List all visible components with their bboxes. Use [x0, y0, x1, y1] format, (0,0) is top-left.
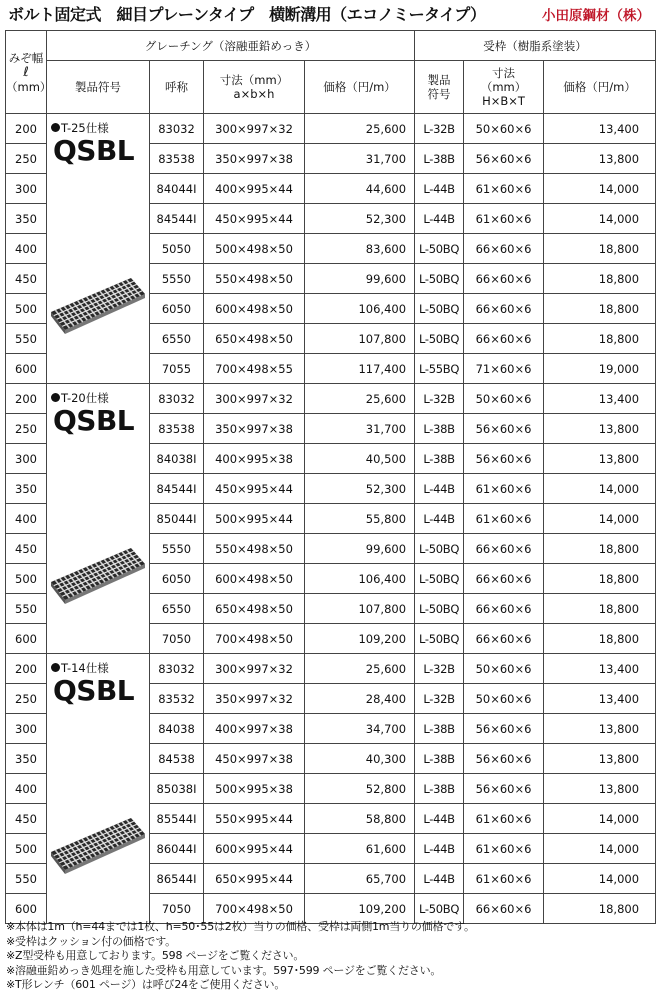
- dimension-cell: 400×995×38: [204, 444, 305, 474]
- frame-price-cell: 13,800: [544, 744, 656, 774]
- price-cell: 58,800: [305, 804, 415, 834]
- width-cell: 550: [6, 324, 47, 354]
- width-unit: （mm）: [6, 79, 52, 94]
- grating-image: [49, 274, 145, 337]
- product-cell: [47, 114, 150, 384]
- price-cell: 40,500: [305, 444, 415, 474]
- price-cell: 31,700: [305, 414, 415, 444]
- nominal-cell: 84544I: [150, 204, 204, 234]
- nominal-cell: 85038I: [150, 774, 204, 804]
- spec-text: T-25仕様: [61, 121, 109, 135]
- frame-dimension-cell: 66×60×6: [464, 534, 544, 564]
- width-cell: 200: [6, 114, 47, 144]
- width-cell: 500: [6, 564, 47, 594]
- frame-price-cell: 14,000: [544, 864, 656, 894]
- frame-price-header: 価格（円/m）: [544, 61, 656, 114]
- price-cell: 44,600: [305, 174, 415, 204]
- frame-price-cell: 18,800: [544, 324, 656, 354]
- frame-price-cell: 13,800: [544, 144, 656, 174]
- price-cell: 25,600: [305, 114, 415, 144]
- table-row: [6, 654, 656, 684]
- width-cell: 450: [6, 534, 47, 564]
- footnote: ※T形レンチ（601 ページ）は呼び24をご使用ください。: [6, 978, 286, 991]
- nominal-cell: 83032: [150, 384, 204, 414]
- nominal-cell: 83538: [150, 144, 204, 174]
- frame-price-cell: 14,000: [544, 204, 656, 234]
- nominal-cell: 85044I: [150, 504, 204, 534]
- dimension-cell: 700×498×50: [204, 624, 305, 654]
- frame-price-cell: 13,400: [544, 684, 656, 714]
- dimension-cell: 450×995×44: [204, 204, 305, 234]
- width-cell: 250: [6, 684, 47, 714]
- frame-price-cell: 18,800: [544, 894, 656, 924]
- price-table: [5, 30, 656, 924]
- width-cell: 600: [6, 894, 47, 924]
- frame-price-cell: 14,000: [544, 804, 656, 834]
- width-cell: 550: [6, 594, 47, 624]
- frame-price-cell: 18,800: [544, 264, 656, 294]
- dimension-cell: 350×997×38: [204, 414, 305, 444]
- width-cell: 600: [6, 354, 47, 384]
- bullet-icon: [51, 393, 60, 402]
- width-cell: 350: [6, 744, 47, 774]
- frame-code-label-1: 製品: [427, 73, 451, 87]
- nominal-cell: 84038: [150, 714, 204, 744]
- frame-price-cell: 18,800: [544, 234, 656, 264]
- nominal-cell: 5050: [150, 234, 204, 264]
- table-row: [6, 114, 656, 144]
- width-cell: 500: [6, 294, 47, 324]
- frame-price-cell: 18,800: [544, 534, 656, 564]
- width-header: [6, 31, 52, 114]
- nominal-cell: 83032: [150, 654, 204, 684]
- price-cell: 99,600: [305, 264, 415, 294]
- frame-code-cell: L-38B: [415, 444, 464, 474]
- table-body: [6, 114, 656, 924]
- price-cell: 25,600: [305, 654, 415, 684]
- frame-dimension-label-2: （mm）: [480, 80, 527, 94]
- price-header: 価格（円/m）: [305, 61, 415, 114]
- footnotes: [6, 920, 656, 993]
- price-cell: 34,700: [305, 714, 415, 744]
- dimension-cell: 650×995×44: [204, 864, 305, 894]
- frame-dimension-label-3: H×B×T: [482, 94, 525, 108]
- nominal-header: 呼称: [150, 61, 204, 114]
- frame-code-cell: L-38B: [415, 744, 464, 774]
- frame-code-cell: L-38B: [415, 144, 464, 174]
- frame-dimension-cell: 66×60×6: [464, 894, 544, 924]
- width-cell: 400: [6, 774, 47, 804]
- frame-code-cell: L-50BQ: [415, 624, 464, 654]
- nominal-cell: 7050: [150, 624, 204, 654]
- bullet-icon: [51, 663, 60, 672]
- dimension-cell: 550×995×44: [204, 804, 305, 834]
- price-cell: 117,400: [305, 354, 415, 384]
- frame-dimension-cell: 56×60×6: [464, 714, 544, 744]
- price-cell: 52,300: [305, 474, 415, 504]
- width-cell: 500: [6, 834, 47, 864]
- nominal-cell: 7050: [150, 894, 204, 924]
- frame-dimension-cell: 56×60×6: [464, 774, 544, 804]
- footnote: ※受枠はクッション付の価格です。: [6, 934, 176, 948]
- frame-dimension-cell: 56×60×6: [464, 414, 544, 444]
- dimension-cell: 550×498×50: [204, 264, 305, 294]
- dimension-cell: 600×498×50: [204, 294, 305, 324]
- width-cell: 250: [6, 414, 47, 444]
- width-cell: 300: [6, 714, 47, 744]
- frame-code-cell: L-50BQ: [415, 294, 464, 324]
- nominal-cell: 85544I: [150, 804, 204, 834]
- frame-price-cell: 13,400: [544, 114, 656, 144]
- nominal-cell: 6050: [150, 564, 204, 594]
- frame-dimension-cell: 56×60×6: [464, 144, 544, 174]
- nominal-cell: 6550: [150, 594, 204, 624]
- grating-image: [49, 814, 145, 877]
- frame-price-cell: 13,800: [544, 774, 656, 804]
- product-name: QSBL: [53, 404, 135, 437]
- price-cell: 52,300: [305, 204, 415, 234]
- dimension-label: 寸法（mm）: [219, 73, 289, 87]
- frame-code-header: [415, 61, 464, 114]
- frame-price-cell: 14,000: [544, 474, 656, 504]
- width-cell: 300: [6, 444, 47, 474]
- dimension-cell: 450×997×38: [204, 744, 305, 774]
- frame-dimension-cell: 56×60×6: [464, 744, 544, 774]
- dimension-cell: 600×498×50: [204, 564, 305, 594]
- table-row: [6, 384, 656, 414]
- frame-code-cell: L-44B: [415, 834, 464, 864]
- dimension-cell: 550×498×50: [204, 534, 305, 564]
- frame-code-label-2: 符号: [427, 87, 451, 101]
- frame-price-cell: 18,800: [544, 594, 656, 624]
- frame-code-cell: L-32B: [415, 384, 464, 414]
- frame-dimension-cell: 61×60×6: [464, 804, 544, 834]
- width-cell: 300: [6, 174, 47, 204]
- dimension-cell: 650×498×50: [204, 324, 305, 354]
- dimension-cell: 400×995×44: [204, 174, 305, 204]
- frame-dimension-cell: 66×60×6: [464, 624, 544, 654]
- dimension-cell: 600×995×44: [204, 834, 305, 864]
- grating-image: [49, 544, 145, 607]
- frame-code-cell: L-38B: [415, 414, 464, 444]
- nominal-cell: 5550: [150, 264, 204, 294]
- width-cell: 350: [6, 204, 47, 234]
- frame-code-cell: L-38B: [415, 714, 464, 744]
- frame-price-cell: 18,800: [544, 564, 656, 594]
- frame-code-cell: L-44B: [415, 474, 464, 504]
- price-cell: 61,600: [305, 834, 415, 864]
- dimension-cell: 500×995×38: [204, 774, 305, 804]
- dimension-cell: 350×997×38: [204, 144, 305, 174]
- width-cell: 250: [6, 144, 47, 174]
- frame-price-cell: 14,000: [544, 834, 656, 864]
- nominal-cell: 84538: [150, 744, 204, 774]
- frame-dimension-cell: 61×60×6: [464, 474, 544, 504]
- frame-dimension-cell: 66×60×6: [464, 264, 544, 294]
- frame-dimension-cell: 50×60×6: [464, 654, 544, 684]
- price-cell: 107,800: [305, 324, 415, 354]
- dimension-sub: a×b×h: [233, 87, 275, 101]
- frame-code-cell: L-44B: [415, 204, 464, 234]
- price-cell: 55,800: [305, 504, 415, 534]
- frame-price-cell: 13,800: [544, 414, 656, 444]
- width-cell: 450: [6, 804, 47, 834]
- dimension-cell: 300×997×32: [204, 654, 305, 684]
- frame-code-cell: L-50BQ: [415, 564, 464, 594]
- frame-code-cell: L-50BQ: [415, 324, 464, 354]
- width-cell: 550: [6, 864, 47, 894]
- frame-dimension-cell: 61×60×6: [464, 864, 544, 894]
- page-title: ボルト固定式 細目プレーンタイプ 横断溝用（エコノミータイプ）: [8, 5, 486, 24]
- nominal-cell: 5550: [150, 534, 204, 564]
- frame-code-cell: L-32B: [415, 654, 464, 684]
- frame-code-cell: L-44B: [415, 804, 464, 834]
- nominal-cell: 7055: [150, 354, 204, 384]
- dimension-cell: 700×498×55: [204, 354, 305, 384]
- frame-dimension-cell: 50×60×6: [464, 684, 544, 714]
- frame-code-cell: L-50BQ: [415, 234, 464, 264]
- frame-code-cell: L-44B: [415, 174, 464, 204]
- width-cell: 200: [6, 384, 47, 414]
- frame-code-cell: L-32B: [415, 114, 464, 144]
- frame-code-cell: L-50BQ: [415, 534, 464, 564]
- frame-dimension-cell: 66×60×6: [464, 234, 544, 264]
- company-name: 小田原鋼材（株）: [542, 8, 650, 24]
- frame-dimension-cell: 50×60×6: [464, 114, 544, 144]
- price-cell: 109,200: [305, 894, 415, 924]
- frame-dimension-cell: 50×60×6: [464, 384, 544, 414]
- product-code-header: 製品符号: [47, 61, 150, 114]
- frame-code-cell: L-50BQ: [415, 264, 464, 294]
- dimension-cell: 700×498×50: [204, 894, 305, 924]
- price-cell: 40,300: [305, 744, 415, 774]
- frame-group-header: 受枠（樹脂系塗装）: [415, 31, 656, 61]
- nominal-cell: 6050: [150, 294, 204, 324]
- frame-dimension-cell: 61×60×6: [464, 504, 544, 534]
- price-cell: 25,600: [305, 384, 415, 414]
- bullet-icon: [51, 123, 60, 132]
- footnote: ※本体は1m（h=44までは1枚、h=50･55は2枚）当りの価格、受枠は両側1m当りの価格です。: [6, 920, 475, 933]
- frame-code-cell: L-44B: [415, 864, 464, 894]
- dimension-cell: 650×498×50: [204, 594, 305, 624]
- frame-dimension-cell: 66×60×6: [464, 594, 544, 624]
- frame-code-cell: L-44B: [415, 504, 464, 534]
- width-cell: 200: [6, 654, 47, 684]
- frame-price-cell: 13,800: [544, 714, 656, 744]
- width-symbol: ℓ: [23, 64, 29, 80]
- frame-code-cell: L-50BQ: [415, 894, 464, 924]
- frame-dimension-cell: 56×60×6: [464, 444, 544, 474]
- price-cell: 106,400: [305, 294, 415, 324]
- frame-price-cell: 13,400: [544, 654, 656, 684]
- dimension-cell: 500×995×44: [204, 504, 305, 534]
- price-cell: 65,700: [305, 864, 415, 894]
- frame-dimension-cell: 61×60×6: [464, 174, 544, 204]
- dimension-cell: 350×997×32: [204, 684, 305, 714]
- frame-price-cell: 13,800: [544, 444, 656, 474]
- nominal-cell: 83538: [150, 414, 204, 444]
- frame-dimension-label-1: 寸法: [492, 66, 516, 80]
- width-cell: 350: [6, 474, 47, 504]
- frame-code-cell: L-55BQ: [415, 354, 464, 384]
- nominal-cell: 83532: [150, 684, 204, 714]
- grating-group-header: グレーチング（溶融亜鉛めっき）: [47, 31, 415, 61]
- frame-dimension-cell: 66×60×6: [464, 294, 544, 324]
- footnote: ※Z型受枠も用意しております。598 ページをご覧ください。: [6, 949, 305, 962]
- price-cell: 83,600: [305, 234, 415, 264]
- price-cell: 106,400: [305, 564, 415, 594]
- price-cell: 31,700: [305, 144, 415, 174]
- frame-dimension-header: [464, 61, 544, 114]
- frame-dimension-cell: 66×60×6: [464, 324, 544, 354]
- width-cell: 400: [6, 504, 47, 534]
- width-cell: 450: [6, 264, 47, 294]
- dimension-header: [204, 61, 305, 114]
- spec-text: T-20仕様: [61, 391, 109, 405]
- nominal-cell: 84544I: [150, 474, 204, 504]
- frame-dimension-cell: 66×60×6: [464, 564, 544, 594]
- frame-dimension-cell: 71×60×6: [464, 354, 544, 384]
- price-cell: 28,400: [305, 684, 415, 714]
- frame-price-cell: 14,000: [544, 174, 656, 204]
- footnote: ※溶融亜鉛めっき処理を施した受枠も用意しています。597･599 ページをご覧ください。: [6, 963, 442, 977]
- price-cell: 107,800: [305, 594, 415, 624]
- frame-dimension-cell: 61×60×6: [464, 204, 544, 234]
- product-name: QSBL: [53, 134, 135, 167]
- width-cell: 400: [6, 234, 47, 264]
- product-cell: [47, 654, 150, 924]
- product-name: QSBL: [53, 674, 135, 707]
- frame-price-cell: 14,000: [544, 504, 656, 534]
- frame-price-cell: 18,800: [544, 624, 656, 654]
- frame-price-cell: 13,400: [544, 384, 656, 414]
- width-cell: 600: [6, 624, 47, 654]
- dimension-cell: 400×997×38: [204, 714, 305, 744]
- price-cell: 52,800: [305, 774, 415, 804]
- nominal-cell: 83032: [150, 114, 204, 144]
- spec-text: T-14仕様: [61, 661, 109, 675]
- frame-dimension-cell: 61×60×6: [464, 834, 544, 864]
- nominal-cell: 86044I: [150, 834, 204, 864]
- nominal-cell: 84038I: [150, 444, 204, 474]
- price-cell: 99,600: [305, 534, 415, 564]
- dimension-cell: 500×498×50: [204, 234, 305, 264]
- width-label: みぞ幅: [8, 50, 44, 65]
- nominal-cell: 86544I: [150, 864, 204, 894]
- dimension-cell: 450×995×44: [204, 474, 305, 504]
- dimension-cell: 300×997×32: [204, 384, 305, 414]
- nominal-cell: 6550: [150, 324, 204, 354]
- frame-code-cell: L-50BQ: [415, 594, 464, 624]
- frame-price-cell: 18,800: [544, 294, 656, 324]
- nominal-cell: 84044I: [150, 174, 204, 204]
- price-cell: 109,200: [305, 624, 415, 654]
- dimension-cell: 300×997×32: [204, 114, 305, 144]
- frame-code-cell: L-32B: [415, 684, 464, 714]
- frame-code-cell: L-38B: [415, 774, 464, 804]
- product-cell: [47, 384, 150, 654]
- frame-price-cell: 19,000: [544, 354, 656, 384]
- title-bar: [8, 3, 658, 27]
